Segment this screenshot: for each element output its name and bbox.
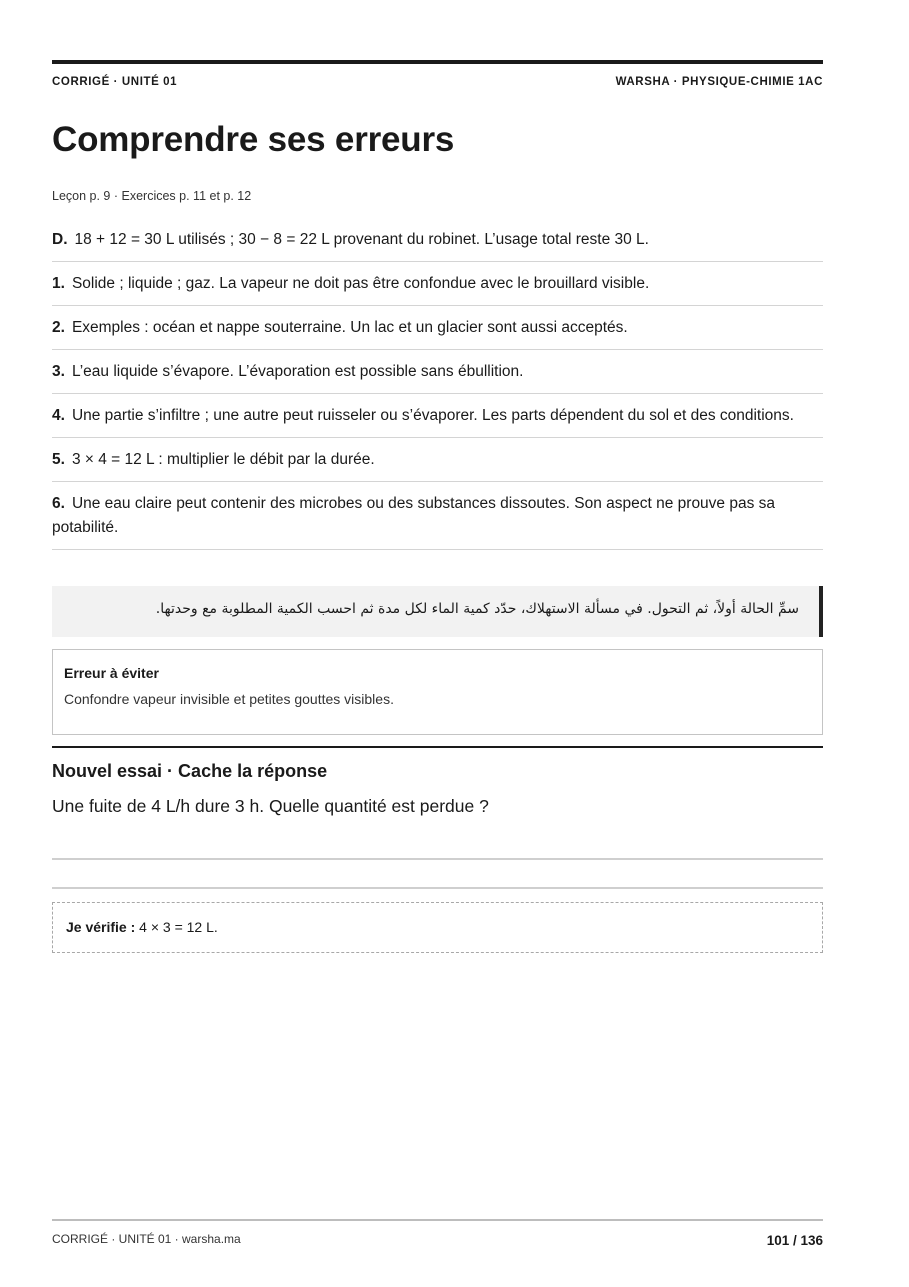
answer-text: Une partie s’infiltre ; une autre peut ruisseler ou s’évaporer. Les parts dépendent du sol et des conditions. [71, 407, 794, 424]
answer-item [52, 218, 823, 262]
answer-number: 4. [52, 407, 65, 424]
footer-left: CORRIGÉ · UNITÉ 01 · warsha.ma [52, 1232, 241, 1246]
page-title: Comprendre ses erreurs [52, 120, 455, 159]
answer-item [52, 394, 823, 438]
arabic-tip-text: سمِّ الحالة أولاً، ثم التحول. في مسألة الاستهلاك، حدّد كمية الماء لكل مدة ثم احسب الكمية المطلوبة مع وحدتها. [155, 601, 799, 617]
page-subtitle: Leçon p. 9 · Exercices p. 11 et p. 12 [52, 189, 252, 203]
header-right: WARSHA · PHYSIQUE-CHIMIE 1AC [615, 76, 823, 88]
answer-item [52, 438, 823, 482]
page-number: 101 / 136 [766, 1233, 823, 1248]
answer-number: 6. [52, 495, 65, 512]
answer-text: Exemples : océan et nappe souterraine. Un lac et un glacier sont aussi acceptés. [71, 319, 628, 336]
verify-text: 4 × 3 = 12 L. [139, 919, 218, 935]
answer-number: 1. [52, 275, 65, 292]
essai-title: Nouvel essai · Cache la réponse [52, 761, 328, 781]
answer-number: 2. [52, 319, 65, 336]
answer-line [52, 858, 823, 860]
error-box-title: Erreur à éviter [64, 665, 159, 681]
answer-item [52, 350, 823, 394]
answer-list [52, 218, 823, 550]
answer-line [52, 887, 823, 889]
section-rule [52, 746, 823, 748]
answer-number: 3. [52, 363, 65, 380]
answer-text: 18 + 12 = 30 L utilisés ; 30 − 8 = 22 L provenant du robinet. L’usage total reste 30 L. [74, 231, 649, 248]
verify-box [52, 902, 823, 953]
answer-text: L’eau liquide s’évapore. L’évaporation est possible sans ébullition. [71, 363, 524, 380]
answer-text: Solide ; liquide ; gaz. La vapeur ne doit pas être confondue avec le brouillard visible. [71, 275, 650, 292]
essai-question: Une fuite de 4 L/h dure 3 h. Quelle quantité est perdue ? [52, 796, 489, 816]
answer-item [52, 482, 823, 550]
answer-number: 5. [52, 451, 65, 468]
answer-number: D. [52, 231, 68, 248]
answer-text: Une eau claire peut contenir des microbes ou des substances dissoutes. Son aspect ne prouve pas sa potabilité. [52, 495, 776, 536]
error-box [52, 649, 823, 735]
error-box-text: Confondre vapeur invisible et petites gouttes visibles. [64, 691, 394, 707]
answer-item [52, 262, 823, 306]
answer-item [52, 306, 823, 350]
arabic-tip-box [52, 586, 823, 637]
answer-text: 3 × 4 = 12 L : multiplier le débit par la durée. [71, 451, 375, 468]
footer-rule [52, 1219, 823, 1221]
top-rule [52, 60, 823, 64]
header-left: CORRIGÉ · UNITÉ 01 [52, 76, 178, 88]
verify-label: Je vérifie : [66, 919, 136, 935]
